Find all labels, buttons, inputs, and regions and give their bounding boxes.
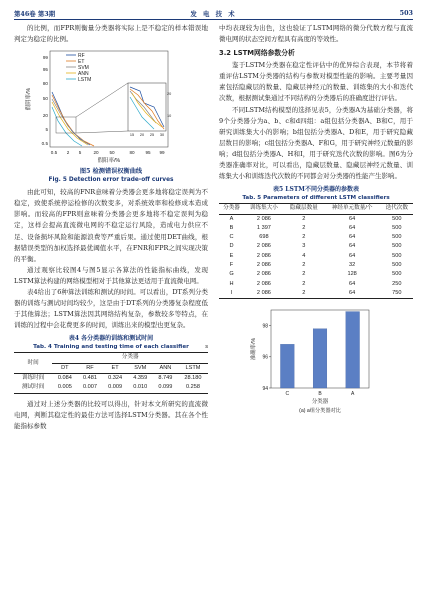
det-inset — [128, 83, 171, 137]
paragraph-timing: 表4给出了6种算法训练和测试的时间。可以看出，DT系列分类器的训练与测试时间均较少，这是由于DT系列的分类器复杂程度低于其他算法；LSTM算法因其网络结构复杂，参数较多等特点，在训练的过程中会花费更多的时间，训练出来的模型也更复杂。 — [14, 288, 208, 330]
tab4-col: DT — [61, 364, 69, 371]
tab5-caption-en: Tab. 5 Parameters of different LSTM classifiers — [242, 195, 390, 202]
svg-text:RF: RF — [78, 53, 85, 60]
tab5-cell: B — [229, 224, 234, 231]
tab5-cell: 64 — [349, 215, 356, 222]
svg-text:30: 30 — [159, 133, 165, 138]
bar-C — [280, 345, 294, 389]
paragraph-intro: 的比例，而FPR则衡量分类器将实际上是不稳定的样本错误地判定为稳定的比例。 — [14, 24, 208, 44]
y-tick-label: 94 — [262, 385, 268, 392]
x-tick-label: B — [318, 391, 322, 398]
tab4-row-test: 测试时间 0.005 0.007 0.009 0.010 0.099 0.258 — [14, 383, 208, 393]
header-rule — [14, 19, 413, 20]
tab5-cell: E — [229, 252, 234, 259]
svg-text:5: 5 — [45, 127, 48, 133]
tab5-cell: 500 — [392, 234, 402, 241]
tab5-cell: 2 — [302, 215, 306, 222]
table-4 — [14, 352, 208, 393]
page-header — [14, 7, 413, 19]
tab5-cell: 2 — [302, 289, 306, 296]
tab5-caption-cn: 表5 LSTM不同分类器的参数表 — [273, 186, 359, 194]
svg-text:LSTM: LSTM — [78, 77, 92, 84]
tab5-cell: 2 — [302, 234, 306, 241]
svg-text:10: 10 — [167, 114, 172, 119]
chart-subtitle: (a) a组分类器对比 — [299, 408, 341, 415]
y-tick-label: 98 — [262, 323, 268, 330]
fig5-caption-cn: 图5 检测错误权衡曲线 — [79, 168, 143, 176]
tab5-row — [219, 242, 413, 251]
tab5-row — [219, 233, 413, 242]
journal-title: 发 电 技 术 — [190, 10, 237, 18]
paragraph-conclusion: 通过对上述分类器的比较可以得出，针对本文所研究的直流微电网，判断其稳定性的最佳方法可选择LSTM分类器。其在各个性能指标参数 — [14, 399, 208, 430]
tab4-col: ET — [111, 364, 119, 371]
tab4-col: RF — [86, 364, 94, 371]
tab4-unit: s — [205, 344, 208, 351]
svg-text:50: 50 — [42, 96, 48, 102]
fig5-caption-en: Fig. 5 Detection error trade-off curves — [48, 177, 174, 184]
svg-text:ANN: ANN — [78, 71, 89, 78]
journal-issue: 第46卷 第3期 — [14, 10, 56, 18]
legend-lstm — [66, 77, 91, 83]
paragraph-continued: 中均表现较为出色，这也验证了LSTM网络的微分代数方程与直流微电网的状态空间方程具有高度的等效性。 — [219, 24, 413, 44]
x-axis-label: 分类器 — [311, 399, 329, 406]
tab5-cell: 64 — [349, 224, 356, 231]
tab5-cell: 2 086 — [256, 289, 271, 296]
paragraph-comparison: 通过观察比较图4与图5显示各算法的性能指标曲线，发现LSTM算法构建的网络模型相对于其他算法更适用于直流微电网。 — [14, 265, 208, 285]
tab5-cell: 750 — [392, 289, 402, 296]
tab4-col: ANN — [159, 364, 172, 371]
svg-text:0.5: 0.5 — [41, 141, 48, 147]
tab5-cell: 2 — [302, 280, 306, 287]
accuracy-bar-chart — [219, 304, 413, 424]
bar-A — [346, 312, 360, 388]
tab5-caption — [219, 185, 413, 202]
tab5-cell: 2 086 — [256, 243, 271, 250]
svg-text:25: 25 — [149, 133, 155, 138]
tab5-cell: 2 086 — [256, 262, 271, 268]
tab5-cell: 500 — [392, 224, 402, 231]
det-y-label: 假阴率/% — [26, 87, 32, 111]
tab5-cell: 1 397 — [256, 224, 271, 231]
tab5-cell: 32 — [349, 262, 356, 268]
tab5-cell: 2 — [302, 224, 306, 231]
tab5-cell: 64 — [349, 280, 356, 287]
tab5-cell: C — [229, 234, 234, 241]
tab5-cell: 500 — [392, 243, 402, 250]
svg-text:ET: ET — [78, 59, 85, 66]
curve-et — [52, 95, 94, 146]
det-legend — [66, 53, 91, 83]
det-x-ticks — [51, 150, 165, 155]
det-y-ticks — [42, 55, 49, 146]
tab5-row — [219, 280, 413, 289]
curve-rf — [52, 92, 90, 145]
tab5-cell: A — [229, 215, 234, 222]
tab5-cell: I — [230, 289, 233, 296]
tab5-cell: 64 — [349, 243, 356, 250]
svg-text:2: 2 — [66, 150, 70, 156]
tab5-cell: H — [229, 280, 234, 287]
svg-text:95: 95 — [145, 150, 151, 156]
tab5-cell: 250 — [392, 280, 402, 287]
det-x-label: 假阳率/% — [97, 158, 121, 165]
tab5-cell: 500 — [392, 215, 402, 222]
tab5-cell: 2 086 — [256, 280, 271, 287]
svg-text:80: 80 — [42, 81, 48, 87]
tab5-row — [219, 224, 413, 233]
svg-text:15: 15 — [129, 133, 135, 138]
tab4-col: LSTM — [185, 364, 201, 371]
tab4-group-header: 分类器 — [52, 353, 208, 363]
paragraph-fnr-fpr: 由此可知，较高的FNR意味着分类器会更多地将稳定误判为不稳定，致使系统停运检修的次数变多，对系统效率和检修成本造成影响。而较高的FPR则意味着分类器会更多地将不稳定误判为稳定，这样会提高直流微电网的不稳定运行风险，造成电力供应不足、设备损坏风险和能源浪费等严重后果。通过使用DET曲线，根据错误类型的加权选择最优阈值水平，在FNR和FPR之间实现决策的平衡。 — [14, 188, 208, 263]
x-tick-label: A — [350, 391, 355, 398]
paragraph-lstm-groups: 不同LSTM结构模型的选择见表5，分类器A为基础分类器，将9个分类器分为a、b、c和d四组：a组包括分类器A、B和C，用于研究训练集大小的影响；b组包括分类器A、D和E，用于研究隐藏层数目的影响；c组包括分类器A、F和G，用于研究神经元数量的影响；d组包括分类器A、H和I，用于研究迭代次数的影响。图6为分类器准确率对比，可以看出，隐藏层数量、隐藏层神经元数量、训练集大小和训练迭代次数的不同都会对分类器的性能产生影响。 — [219, 105, 413, 181]
right-column — [219, 23, 413, 424]
tab5-cell: 64 — [349, 234, 356, 241]
tab5-cell: 2 086 — [256, 252, 271, 259]
tab4-caption-en: Tab. 4 Training and testing time of each classifier — [33, 344, 189, 351]
left-column — [14, 23, 208, 432]
table-5 — [219, 203, 413, 299]
tab4-row-train: 训练时间 0.084 0.481 0.324 4.359 8.749 28.180 — [21, 375, 202, 381]
tab5-cell: 2 086 — [256, 271, 271, 278]
svg-text:80: 80 — [129, 150, 135, 156]
svg-text:0.5: 0.5 — [50, 150, 58, 156]
tab5-cell: 500 — [392, 252, 402, 259]
tab5-cell: 500 — [392, 262, 402, 268]
y-tick-label: 96 — [262, 354, 268, 361]
tab5-row — [219, 261, 413, 270]
tab5-header-row: 分类器 训练集大小 隐藏层数量 神经单元数量/个 迭代次数 — [219, 204, 413, 214]
tab5-row — [219, 252, 413, 261]
tab5-cell: 500 — [392, 271, 402, 278]
tab5-cell: 698 — [259, 234, 269, 241]
tab4-caption — [14, 334, 208, 351]
tab5-cell: 64 — [349, 252, 356, 259]
det-curve-figure — [14, 47, 208, 167]
tab5-cell: 4 — [302, 252, 306, 259]
svg-text:5: 5 — [78, 150, 82, 156]
bar-B — [313, 329, 327, 388]
svg-text:50: 50 — [109, 150, 115, 156]
curve-lstm — [52, 107, 82, 146]
tab4-col: SVM — [134, 364, 147, 371]
section-heading-3-2: 3.2 LSTM网络参数分析 — [219, 49, 295, 58]
tab5-cell: 2 — [302, 271, 306, 278]
svg-text:95: 95 — [42, 67, 48, 73]
svg-text:SVM: SVM — [78, 65, 89, 72]
svg-text:20: 20 — [42, 113, 48, 119]
tab5-cell: 3 — [302, 243, 306, 250]
tab5-row — [219, 289, 413, 299]
tab5-body — [219, 214, 413, 299]
svg-text:99: 99 — [159, 150, 165, 156]
x-tick-label: C — [285, 391, 290, 398]
tab5-row — [219, 270, 413, 279]
paragraph-lstm-params: 鉴于LSTM分类器在稳定性评估中的优异综合表现，本节将着重评估LSTM分类器的结构与参数对模型性能的影响。主要考量因素包括隐藏层的数量、隐藏层神经元的数量、训练集的大小和迭代次数，根据测试集通过不同结构的分类器后的准确度进行评估。 — [219, 61, 413, 103]
zoom-region — [56, 117, 76, 133]
tab5-cell: 2 086 — [256, 215, 271, 222]
tab5-row — [219, 214, 413, 224]
tab5-cell: G — [229, 271, 234, 278]
tab5-cell: 2 — [302, 262, 306, 268]
tab4-caption-cn: 表4 各分类器的训练和测试时间 — [68, 335, 154, 343]
tab5-cell: D — [229, 243, 234, 250]
page-number: 503 — [399, 9, 413, 17]
zoom-connector-bottom — [76, 131, 128, 133]
y-axis-label: 准确率/% — [251, 337, 257, 361]
tab4-rowhead: 时间 — [14, 353, 52, 374]
tab5-cell: F — [229, 262, 234, 268]
tab5-cell: 128 — [347, 271, 357, 278]
svg-text:20: 20 — [139, 133, 145, 138]
det-curves — [52, 92, 94, 146]
svg-text:99: 99 — [42, 55, 48, 61]
zoom-connector-top — [76, 83, 128, 117]
svg-text:20: 20 — [93, 150, 99, 156]
tab5-cell: 64 — [349, 289, 356, 296]
svg-text:20: 20 — [167, 92, 172, 97]
